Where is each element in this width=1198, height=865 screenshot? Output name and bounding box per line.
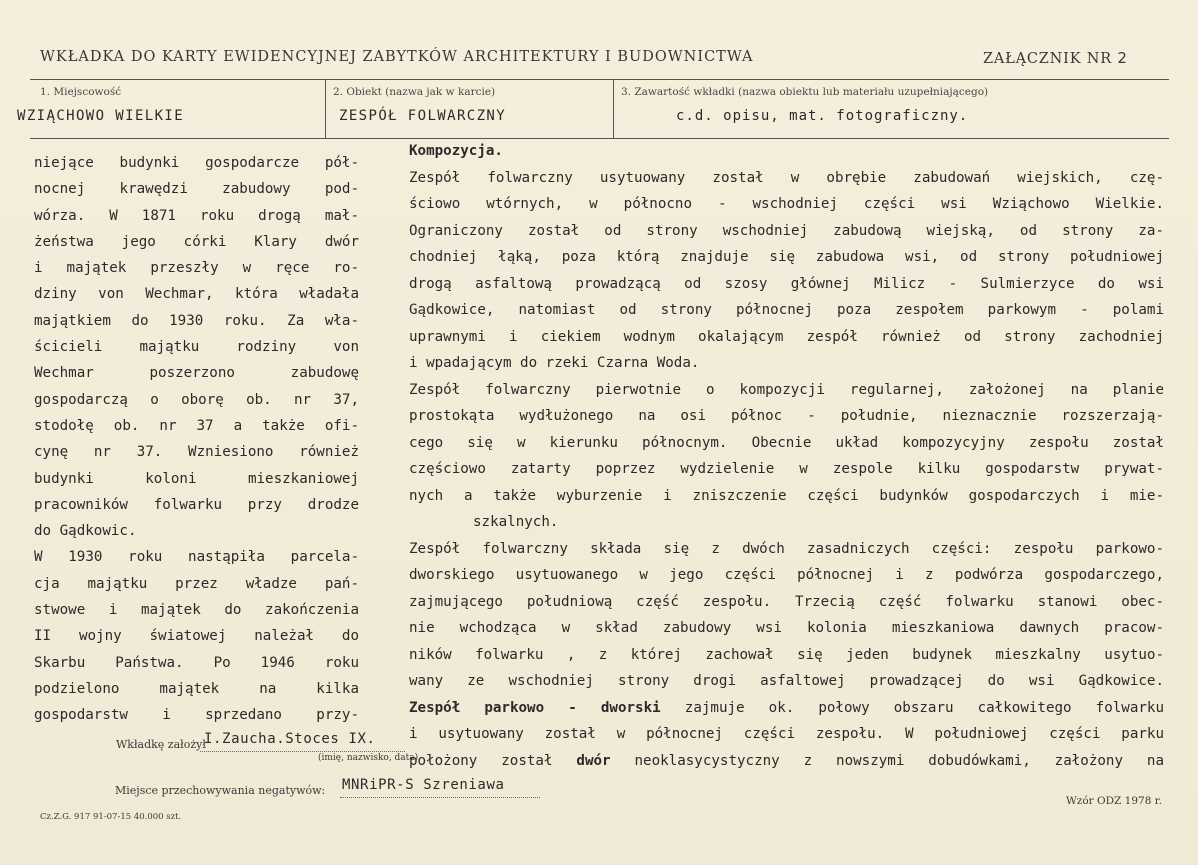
left-line: podzielono majątek na kilka (34, 680, 359, 697)
annex-text: ZAŁĄCZNIK NR (983, 51, 1112, 67)
left-line: żeństwa jego córki Klary dwór (34, 233, 359, 250)
author-value: I.Zaucha.Stoces IX. (204, 731, 376, 747)
right-line: wany ze wschodniej strony drogi asfaltowej prowadzącej do wsi Gądkowice. (409, 673, 1164, 689)
left-line: i majątek przeszły w ręce ro- (34, 260, 359, 277)
left-line: cja majątku przez władze pań- (34, 575, 359, 592)
left-line: stodołę ob. nr 37 a także ofi- (34, 417, 359, 434)
right-line-park (409, 695, 1164, 722)
form-title: WKŁADKA DO KARTY EWIDENCYJNEJ ZABYTKÓW ARCHITEKTURY I BUDOWNICTWA (40, 49, 754, 65)
right-line: nie wchodząca w skład zabudowy wsi kolonia mieszkaniowa dawnych pracow- (409, 620, 1164, 636)
right-line: uprawnymi i ciekiem wodnym okalającym zespół również od strony zachodniej (409, 328, 1164, 345)
right-line: Zespół folwarczny usytuowany został w obrębie zabudowań wiejskich, czę- (409, 169, 1164, 186)
annex-label (983, 49, 1128, 67)
right-line: drogą asfaltową prowadzącą od szosy głównej Milicz - Sulmierzyce do wsi (409, 275, 1164, 292)
left-line: do Gądkowic. (34, 523, 137, 540)
left-line: ścicieli majątku rodziny von (34, 339, 359, 356)
right-line: i usytuowany został w północnej części zespołu. W południowej części parku (409, 726, 1164, 742)
left-line: wórza. W 1871 roku drogą mał- (34, 207, 359, 224)
left-line: majątkiem do 1930 roku. Za wła- (34, 312, 359, 329)
left-line: niejące budynki gospodarcze pół- (34, 155, 359, 171)
left-column-text (34, 150, 359, 729)
last-post: neoklasycystyczny z nowszymi dobudówkami, założony na (634, 752, 1164, 769)
right-line-last (409, 748, 1164, 775)
annex-number: 2 (1117, 49, 1128, 67)
negatives-dotted-line (340, 797, 540, 798)
right-line: Zespół folwarczny składa się z dwóch zasadniczych części: zespołu parkowo- (409, 540, 1164, 557)
header-divider-1 (325, 80, 326, 138)
negatives-value: MNRiPR-S Szreniawa (342, 777, 505, 793)
left-line: nocnej krawędzi zabudowy pod- (34, 181, 359, 198)
negatives-label: Miejsce przechowywania negatywów: (115, 784, 326, 797)
locality-label: 1. Miejscowość (40, 86, 122, 98)
park-text: zajmuje ok. połowy obszaru całkowitego folwarku (684, 699, 1165, 716)
left-line: gospodarstw i sprzedano przy- (34, 707, 359, 724)
left-line: gospodarczą o oborę ob. nr 37, (34, 391, 359, 408)
object-label: 2. Obiekt (nazwa jak w karcie) (333, 86, 496, 98)
left-line: budynki koloni mieszkaniowej (34, 470, 359, 487)
header-rule-top (30, 79, 1169, 80)
right-line: prostokąta wydłużonego na osi północ - południe, nieznacznie rozszerzają- (409, 408, 1164, 424)
left-line: Skarbu Państwa. Po 1946 roku (34, 654, 359, 671)
left-line: Wechmar poszerzono zabudowę (34, 365, 359, 382)
right-line: Gądkowice, natomiast od strony północnej poza zespołem parkowym - polami (409, 302, 1164, 318)
park-heading: Zespół parkowo - dworski (409, 699, 661, 716)
template-code: Wzór ODZ 1978 r. (1066, 795, 1162, 807)
contents-label: 3. Zawartość wkładki (nazwa obiektu lub materiału uzupełniającego) (621, 86, 989, 98)
right-line: ników folwarku , z której zachował się jeden budynek mieszkalny usytuo- (409, 646, 1164, 663)
locality-value: WZIĄCHOWO WIELKIE (17, 108, 185, 124)
right-line: ściowo wtórnych, w północno - wschodniej części wsi Wziąchowo Wielkie. (409, 196, 1164, 212)
left-line: dziny von Wechmar, która władała (34, 286, 359, 303)
right-column-text (409, 138, 1164, 774)
left-line: pracowników folwarku przy drodze (34, 496, 359, 513)
object-value: ZESPÓŁ FOLWARCZNY (339, 108, 507, 124)
left-line: II wojny światowej należał do (34, 628, 359, 645)
right-line: Ograniczony został od strony wschodniej zabudową wiejską, od strony za- (409, 222, 1164, 239)
right-line: szkalnych. (473, 514, 559, 530)
left-line: W 1930 roku nastąpiła parcela- (34, 549, 359, 566)
manor-word: dwór (576, 752, 611, 769)
author-label: Wkładkę założył (116, 738, 206, 751)
left-line: cynę nr 37. Wzniesiono również (34, 444, 359, 461)
right-line: Zespół folwarczny pierwotnie o kompozycji regularnej, założonej na planie (409, 381, 1164, 398)
right-line: chodniej łąką, poza którą znajduje się zabudowa wsi, od strony południowej (409, 249, 1164, 265)
author-dotted-line (200, 751, 405, 752)
right-line: cego się w kierunku północnym. Obecnie układ kompozycyjny zespołu został (409, 434, 1164, 451)
contents-value: c.d. opisu, mat. fotograficzny. (676, 108, 969, 124)
right-line: i wpadającym do rzeki Czarna Woda. (409, 355, 700, 371)
author-hint: (imię, nazwisko, data) (318, 753, 419, 763)
right-line: zajmującego południową część zespołu. Trzecią część folwarku stanowi obec- (409, 593, 1164, 610)
last-pre: położony został (409, 752, 553, 769)
left-line: stwowe i majątek do zakończenia (34, 602, 359, 619)
right-line: dworskiego usytuowanego w jego części północnej i z podwórza gospodarczego, (409, 567, 1164, 583)
right-line: częściowo zatarty poprzez wydzielenie w zespole kilku gospodarstw prywat- (409, 461, 1164, 477)
header-divider-2 (613, 80, 614, 138)
print-code: Cz.Z.G. 917 91-07-15 40.000 szt. (40, 812, 182, 822)
right-line: nych a także wyburzenie i zniszczenie części budynków gospodarczych i mie- (409, 487, 1164, 504)
section-heading: Kompozycja. (409, 143, 503, 159)
